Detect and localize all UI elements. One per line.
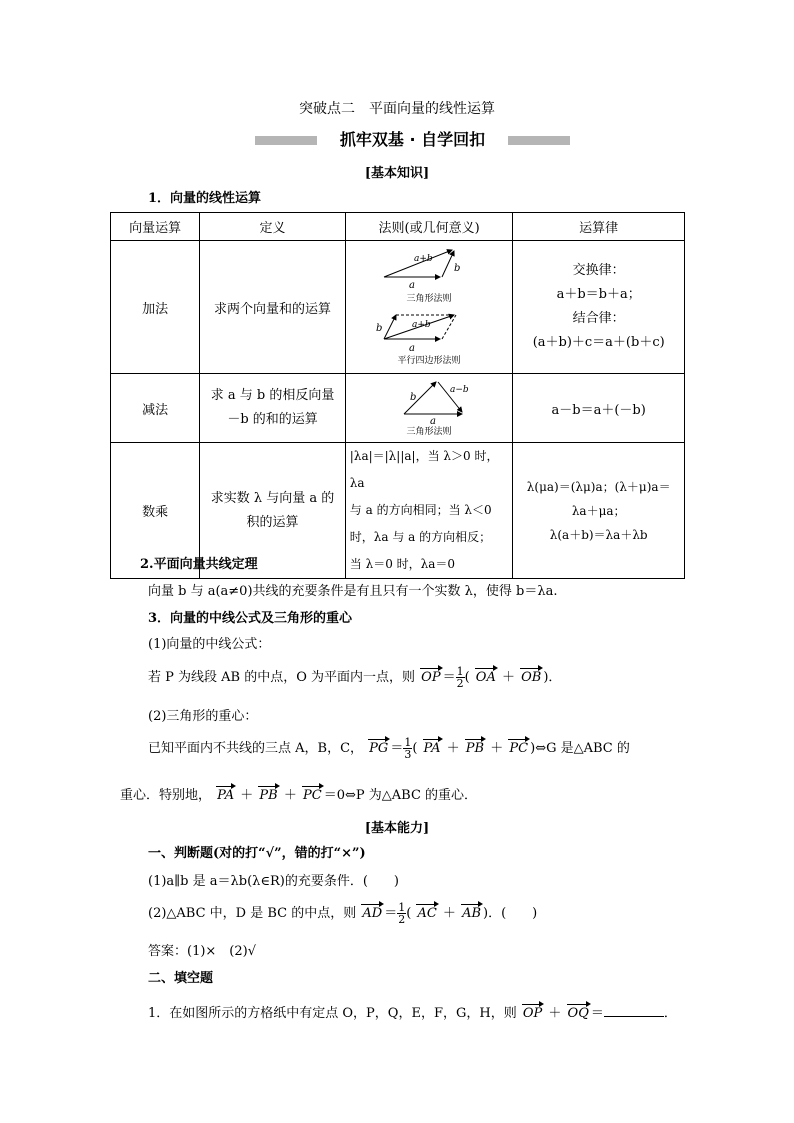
table-row	[111, 374, 685, 443]
banner-text: 抓牢双基 · 自学回扣	[339, 130, 486, 149]
vector-op: OP	[421, 670, 441, 685]
centroid-formula: 已知平面内不共线的三点 A，B，C， PG ＝ $\frac{1}{3}$ ( PA ＋ PB ＋ PC )⇔G 是△ABC 的	[148, 736, 630, 761]
op-laws	[513, 241, 685, 374]
vector-b-arrow	[404, 382, 436, 414]
page-title: 突破点二 平面向量的线性运算	[299, 101, 495, 117]
op-rule-figure	[345, 374, 513, 443]
op-name: 加法	[111, 241, 200, 374]
subtraction-diagram	[354, 374, 504, 438]
banner-bar-left	[255, 136, 317, 145]
section-3-2-label: (2)三角形的重心：	[148, 709, 258, 724]
section-banner	[255, 127, 570, 153]
answer-blank[interactable]	[604, 1016, 664, 1017]
table-header-row	[111, 213, 685, 241]
op-rule-text: |λa|＝|λ||a|，当 λ＞0 时，λa 与 a 的方向相同；当 λ＜0 时，λa 与 a 的方向相反； 当 λ＝0 时，λa＝0	[345, 443, 513, 579]
vector-pb: PB	[465, 741, 485, 756]
vector-ob: OB	[521, 670, 542, 685]
label-b: b	[376, 323, 383, 334]
vector-op: OP	[522, 1006, 543, 1021]
law-line: a＋b＝b＋a；	[556, 287, 641, 302]
op-definition: 求实数 λ 与向量 a 的 积的运算	[200, 443, 346, 579]
question-1-1: (1)a∥b 是 a＝λb(λ∈R)的充要条件．( )	[148, 874, 400, 889]
op-laws: a－b＝a＋(－b)	[513, 374, 685, 443]
label-a: a	[430, 416, 437, 427]
label-a-plus-b: a+b	[414, 254, 433, 264]
label-a: a	[409, 280, 416, 291]
op-name: 数乘	[111, 443, 200, 579]
vector-b-arrow	[442, 251, 454, 277]
label-b: b	[454, 263, 461, 274]
vector-operations-table	[110, 212, 685, 579]
table-header: 定义	[200, 213, 346, 241]
section-2-text: 向量 b 与 a(a≠0)共线的充要条件是有且只有一个实数 λ，使得 b＝λa.	[148, 584, 558, 599]
caption-triangle-rule: 三角形法则	[406, 427, 452, 437]
law-line: 交换律：	[572, 263, 625, 278]
law-line: (a＋b)＋c＝a＋(b＋c)	[532, 335, 665, 350]
op-definition: 求两个向量和的运算	[200, 241, 346, 374]
table-header: 法则(或几何意义)	[345, 213, 513, 241]
vector-pc: PC	[303, 788, 322, 803]
question-2-heading: 二、填空题	[148, 971, 214, 986]
basic-knowledge-label: [基本知识]	[364, 166, 430, 181]
vector-ac: AC	[417, 906, 437, 921]
law-line: 结合律：	[572, 311, 625, 326]
question-2-1: 1．在如图所示的方格纸中有定点 O，P，Q，E，F，G，H，则 OP ＋ OQ ＝ ．	[148, 1006, 677, 1021]
table-row	[111, 241, 685, 374]
op-rule-figure	[345, 241, 513, 374]
answer-line: 答案：(1)× (2)√	[148, 944, 257, 959]
fraction: $\frac{1}{2}$	[398, 901, 406, 926]
section-3-heading: 3．向量的中线公式及三角形的重心	[148, 611, 353, 626]
caption-triangle-rule: 三角形法则	[406, 294, 452, 304]
centroid-special-case: 重心．特别地， PA ＋ PB ＋ PC ＝0⇔P 为△ABC 的重心．	[120, 788, 478, 803]
question-1-heading: 一、判断题(对的打“√”，错的打“×”)	[148, 846, 366, 861]
label-a: a	[409, 343, 416, 354]
question-1-2: (2)△ABC 中，D 是 BC 的中点，则 AD ＝ $\frac{1}{2}$ ( AC ＋ AB )．( )	[148, 901, 538, 926]
midline-formula: 若 P 为线段 AB 的中点，O 为平面内一点，则 OP ＝ $\frac{1}{2}$ ( OA ＋ OB )．	[148, 665, 562, 690]
vector-pc: PC	[509, 741, 529, 756]
table-header: 运算律	[513, 213, 685, 241]
table-header: 向量运算	[111, 213, 200, 241]
banner-bar-right	[508, 136, 570, 145]
vector-pa: PA	[423, 741, 441, 756]
vector-ab: AB	[462, 906, 482, 921]
vector-pb: PB	[259, 788, 278, 803]
section-3-1-label: (1)向量的中线公式：	[148, 637, 271, 652]
label-a-minus-b: a−b	[450, 385, 469, 395]
op-definition: 求 a 与 b 的相反向量 －b 的和的运算	[200, 374, 346, 443]
vector-pa: PA	[217, 788, 235, 803]
fraction: $\frac{1}{2}$	[456, 665, 464, 690]
fraction: $\frac{1}{3}$	[404, 736, 412, 761]
addition-diagram	[354, 241, 504, 369]
vector-pg: PG	[369, 741, 389, 756]
vector-oa: OA	[475, 670, 496, 685]
label-a-plus-b: a+b	[412, 320, 431, 330]
op-name: 减法	[111, 374, 200, 443]
vector-oq: OQ	[567, 1006, 589, 1021]
section-2-heading: 2.平面向量共线定理	[140, 557, 258, 572]
vector-ad: AD	[362, 906, 383, 921]
op-laws: λ(μa)＝(λμ)a；(λ＋μ)a＝ λa＋μa； λ(a＋b)＝λa＋λb	[513, 443, 685, 579]
label-b: b	[410, 392, 417, 403]
section-1-heading: 1．向量的线性运算	[148, 191, 262, 206]
basic-ability-label: [基本能力]	[364, 821, 430, 836]
caption-parallelogram-rule: 平行四边形法则	[397, 356, 461, 366]
